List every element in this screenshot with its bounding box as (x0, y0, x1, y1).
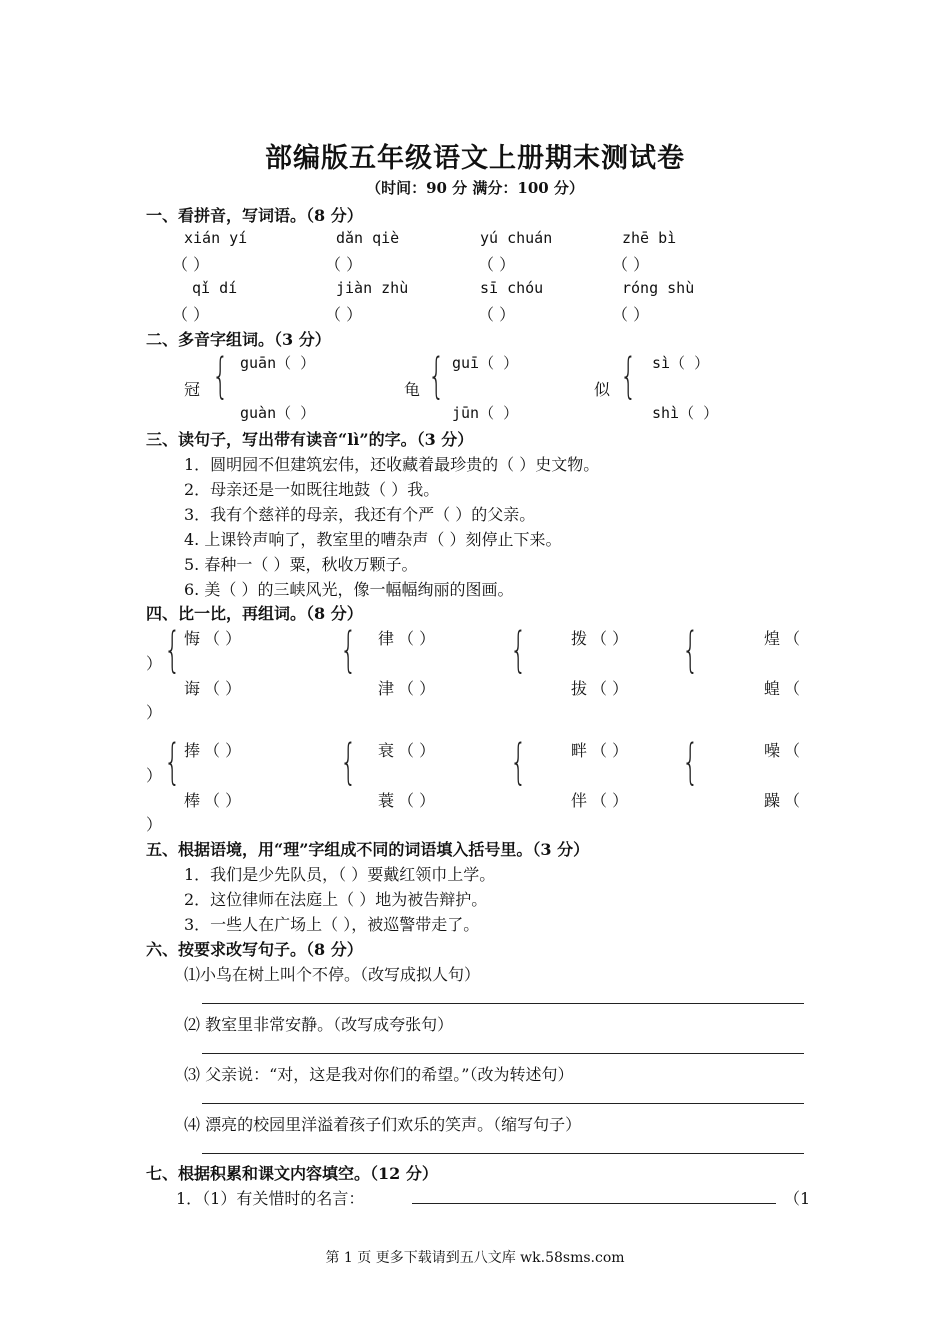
pinyin-4: zhē bì (622, 229, 677, 247)
sentence-item: 3．我有个慈祥的母亲，我还有个严（ ）的父亲。 (184, 505, 536, 524)
answer-blank[interactable]: （ ） (591, 791, 629, 810)
pinyin-6: jiàn zhù (336, 279, 409, 297)
section-3-heading: 三、读句子，写出带有读音“lì”的字。（3 分） (146, 430, 474, 449)
brace-icon: { (620, 348, 637, 404)
brace-icon: { (682, 734, 699, 790)
pinyin-7: sī chóu (480, 279, 544, 297)
exam-info: （时间：90 分 满分：100 分） (366, 179, 584, 197)
compare-char: 津 (378, 679, 395, 698)
rewrite-prompt: ⑶ 父亲说：“对，这是我对你们的希望。”（改为转述句） (184, 1065, 574, 1084)
answer-blank[interactable]: （ ） (591, 629, 629, 648)
compare-char: 诲 (184, 679, 201, 698)
rewrite-prompt: ⑵ 教室里非常安静。（改写成夸张句） (184, 1015, 454, 1034)
sentence-item: 2．这位律师在法庭上（ ）地为被告辩护。 (184, 890, 488, 909)
paren-close: ） (146, 654, 163, 673)
sentence-item: 1．圆明园不但建筑宏伟，还收藏着最珍贵的（ ）史文物。 (184, 455, 600, 474)
pinyin-3: yú chuán (480, 229, 553, 247)
sentence-item: 5. 春种一（ ）粟，秋收万颗子。 (184, 555, 418, 574)
brace-icon: { (164, 622, 181, 678)
polyphone-reading[interactable]: jūn（ ） (452, 404, 519, 422)
answer-blank[interactable]: （ ） (398, 741, 436, 760)
sentence-item: 6. 美（ ）的三峡风光，像一幅幅绚丽的图画。 (184, 580, 514, 599)
polyphone-char: 冠 (184, 380, 201, 399)
answer-blank[interactable]: （ ） (612, 305, 650, 324)
section-5-heading: 五、根据语境，用“理”字组成不同的词语填入括号里。（3 分） (146, 840, 590, 859)
rewrite-prompt: ⑷ 漂亮的校园里洋溢着孩子们欢乐的笑声。（缩写句子） (184, 1115, 582, 1134)
fill-item-tail: （1 (784, 1189, 811, 1208)
brace-icon: { (340, 734, 357, 790)
polyphone-char: 龟 (404, 380, 421, 399)
compare-char: 拨 (571, 629, 588, 648)
answer-line[interactable] (202, 1053, 804, 1054)
answer-blank[interactable]: （ ） (478, 305, 516, 324)
pinyin-8: róng shù (622, 279, 695, 297)
compare-char: 衰 (378, 741, 395, 760)
answer-blank[interactable]: （ ） (591, 741, 629, 760)
section-2-heading: 二、多音字组词。（3 分） (146, 330, 331, 349)
answer-blank[interactable]: （ ） (478, 255, 516, 274)
brace-icon: { (164, 734, 181, 790)
section-4-heading: 四、比一比，再组词。（8 分） (146, 604, 363, 623)
paren-close: ） (146, 766, 163, 785)
compare-char: 畔 (571, 741, 588, 760)
answer-blank[interactable]: （ ） (172, 305, 210, 324)
compare-char: 捧 (184, 741, 201, 760)
answer-blank[interactable]: （ ） (204, 629, 242, 648)
page-title: 部编版五年级语文上册期末测试卷 (265, 143, 685, 174)
answer-blank[interactable]: （ ） (612, 255, 650, 274)
sentence-item: 1．我们是少先队员，（ ）要戴红领巾上学。 (184, 865, 496, 884)
brace-icon: { (510, 622, 527, 678)
fill-item: 1．（1）有关惜时的名言： (176, 1189, 365, 1208)
paren-open[interactable]: （ (784, 791, 801, 810)
paren-open[interactable]: （ (784, 741, 801, 760)
compare-char: 躁 (764, 791, 781, 810)
rewrite-prompt: ⑴小鸟在树上叫个不停。（改写成拟人句） (184, 965, 481, 984)
pinyin-2: dǎn qiè (336, 229, 400, 247)
paren-close: ） (146, 815, 163, 834)
paren-open[interactable]: （ (784, 629, 801, 648)
answer-line[interactable] (202, 1003, 804, 1004)
compare-char: 蝗 (764, 679, 781, 698)
section-7-heading: 七、根据积累和课文内容填空。（12 分） (146, 1164, 438, 1183)
answer-blank[interactable]: （ ） (398, 679, 436, 698)
brace-icon: { (682, 622, 699, 678)
answer-blank[interactable]: （ ） (172, 255, 210, 274)
answer-blank[interactable]: （ ） (591, 679, 629, 698)
answer-blank[interactable]: （ ） (204, 741, 242, 760)
polyphone-reading[interactable]: guān（ ） (240, 354, 316, 372)
compare-char: 律 (378, 629, 395, 648)
compare-char: 噪 (764, 741, 781, 760)
section-6-heading: 六、按要求改写句子。（8 分） (146, 940, 363, 959)
answer-blank[interactable]: （ ） (204, 679, 242, 698)
answer-line[interactable] (202, 1153, 804, 1154)
polyphone-reading[interactable]: guī（ ） (452, 354, 519, 372)
polyphone-char: 似 (594, 380, 611, 399)
brace-icon: { (510, 734, 527, 790)
compare-char: 棒 (184, 791, 201, 810)
answer-blank[interactable]: （ ） (398, 791, 436, 810)
sentence-item: 2．母亲还是一如既往地鼓（ ）我。 (184, 480, 440, 499)
compare-char: 伴 (571, 791, 588, 810)
answer-blank[interactable]: （ ） (325, 305, 363, 324)
answer-blank[interactable]: （ ） (398, 629, 436, 648)
compare-char: 蓑 (378, 791, 395, 810)
answer-line[interactable] (412, 1203, 776, 1204)
polyphone-reading[interactable]: guàn（ ） (240, 404, 316, 422)
paren-close: ） (146, 703, 163, 722)
brace-icon: { (428, 348, 445, 404)
sentence-item: 4. 上课铃声响了，教室里的嘈杂声（ ）刻停止下来。 (184, 530, 562, 549)
answer-blank[interactable]: （ ） (325, 255, 363, 274)
pinyin-5: qǐ dí (192, 279, 238, 297)
compare-char: 煌 (764, 629, 781, 648)
answer-blank[interactable]: （ ） (204, 791, 242, 810)
paren-open[interactable]: （ (784, 679, 801, 698)
polyphone-reading[interactable]: sì（ ） (652, 354, 710, 372)
polyphone-reading[interactable]: shì（ ） (652, 404, 719, 422)
brace-icon: { (212, 348, 229, 404)
pinyin-1: xián yí (184, 229, 248, 247)
compare-char: 拔 (571, 679, 588, 698)
sentence-item: 3．一些人在广场上（ ），被巡警带走了。 (184, 915, 480, 934)
answer-line[interactable] (202, 1103, 804, 1104)
compare-char: 悔 (184, 629, 201, 648)
brace-icon: { (340, 622, 357, 678)
page-footer: 第 1 页 更多下载请到五八文库 wk.58sms.com (325, 1250, 625, 1266)
section-1-heading: 一、看拼音，写词语。（8 分） (146, 206, 363, 225)
